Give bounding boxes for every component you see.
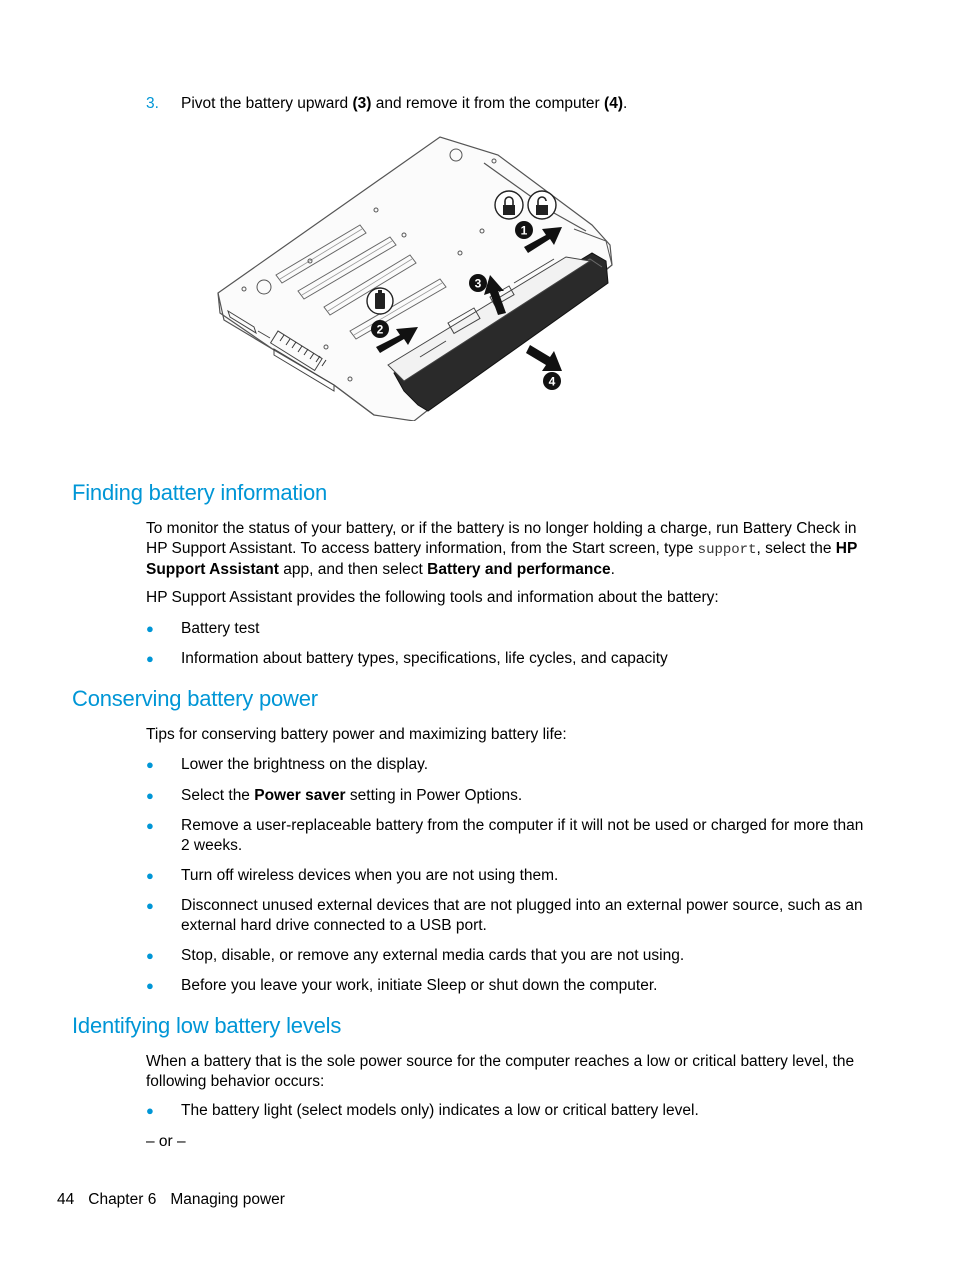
bullet-icon: ● [146, 788, 154, 803]
bullet-icon: ● [146, 818, 154, 833]
conserving-b2-b: setting in Power Options. [345, 787, 523, 804]
finding-p1-c: app, and then select [278, 561, 428, 578]
bullet-icon: ● [146, 621, 154, 636]
list-item-text: Stop, disable, or remove any external media cards that you are not using. [181, 947, 685, 964]
identifying-intro: When a battery that is the sole power source for the computer reaches a low or critical battery level, the following behavior occurs: [146, 1053, 855, 1090]
or-separator: – or – [146, 1133, 186, 1150]
chapter-title: Managing power [170, 1191, 285, 1208]
chapter-label: Chapter 6 [88, 1191, 157, 1208]
figure-callout-3: 3 [474, 276, 482, 291]
bullet-icon: ● [146, 757, 154, 772]
finding-paragraph-2: HP Support Assistant provides the following tools and information about the battery: [146, 589, 719, 606]
bullet-icon: ● [146, 898, 154, 913]
list-item-text: Battery test [181, 620, 260, 637]
finding-p1-bold-1: HP Support Assistant [146, 539, 858, 578]
finding-p1-code: support [697, 541, 757, 558]
step-text-c: . [622, 95, 628, 112]
finding-p1-a: To monitor the status of your battery, or if the battery is no longer holding a charge, run Battery Check in HP Support Assistant. To access battery information, from the Start screen, type [146, 520, 857, 557]
finding-p1-bold-2: Battery and performance [427, 561, 611, 578]
list-item-text: The battery light (select models only) indicates a low or critical battery level. [181, 1102, 699, 1119]
step-text-b: and remove it from the computer [371, 95, 605, 112]
finding-paragraph-1 [146, 519, 876, 580]
step-ref-3: (3) [352, 95, 372, 112]
list-item-text: Disconnect unused external devices that are not plugged into an external power source, such as an external hard drive connected to a USB port. [181, 897, 863, 934]
step-ref-4: (4) [604, 95, 623, 112]
heading-finding-battery-information: Finding battery information [72, 480, 328, 505]
finding-p1-b: , select the [756, 539, 836, 557]
list-item-text: Information about battery types, specifications, life cycles, and capacity [181, 650, 668, 667]
figure-callout-1: 1 [520, 223, 528, 238]
heading-conserving-battery-power: Conserving battery power [72, 686, 318, 711]
heading-identifying-low-battery-levels: Identifying low battery levels [72, 1013, 342, 1038]
step-text-a: Pivot the battery upward [181, 95, 353, 112]
finding-p1-d: . [610, 561, 615, 578]
conserving-b2-bold: Power saver [254, 787, 346, 804]
figure-callout-4: 4 [548, 374, 556, 389]
conserving-b2-a: Select the [181, 787, 255, 804]
page-footer [57, 1190, 299, 1210]
bullet-icon: ● [146, 948, 154, 963]
list-item-text: Remove a user-replaceable battery from the computer if it will not be used or charged for more than 2 weeks. [181, 817, 864, 854]
bullet-icon: ● [146, 978, 154, 993]
list-item-text: Turn off wireless devices when you are not using them. [181, 867, 559, 884]
step-number: 3. [146, 95, 159, 112]
bullet-icon: ● [146, 868, 154, 883]
bullet-icon: ● [146, 1103, 154, 1118]
list-item-text: Before you leave your work, initiate Sleep or shut down the computer. [181, 977, 658, 994]
battery-removal-illustration [214, 135, 620, 421]
list-item-text: Lower the brightness on the display. [181, 756, 429, 773]
page-number: 44 [57, 1191, 75, 1208]
figure-callout-2: 2 [376, 322, 384, 337]
bullet-icon: ● [146, 651, 154, 666]
conserving-intro: Tips for conserving battery power and maximizing battery life: [146, 726, 567, 743]
step-text [181, 94, 627, 114]
list-item-text [181, 786, 876, 806]
